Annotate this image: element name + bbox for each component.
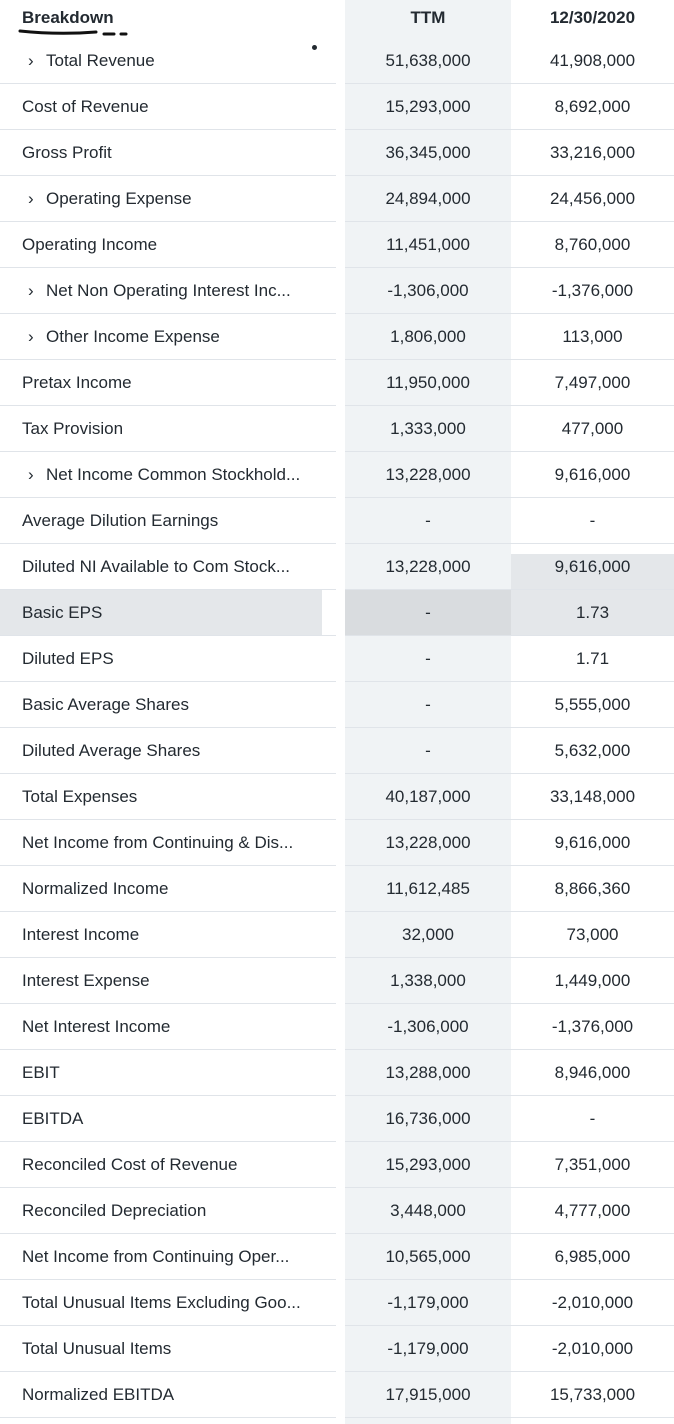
- date-value: 7,351,000: [554, 1155, 631, 1174]
- row-label[interactable]: [28, 51, 155, 71]
- ttm-value: 3,448,000: [390, 1201, 466, 1220]
- ttm-value: -: [425, 603, 431, 622]
- table-row: [0, 498, 674, 544]
- row-label: [22, 557, 290, 577]
- row-label: [22, 1385, 174, 1405]
- row-label: [22, 97, 149, 117]
- table-row: [0, 130, 674, 176]
- ttm-value: -1,179,000: [387, 1339, 469, 1358]
- table-row: [0, 636, 674, 682]
- row-label: [22, 603, 102, 623]
- date-value: 6,985,000: [554, 1247, 631, 1266]
- row-label[interactable]: [28, 327, 220, 347]
- ttm-value: 17,915,000: [385, 1385, 471, 1404]
- row-label: [22, 695, 189, 715]
- row-label-text: Operating Expense: [46, 189, 192, 208]
- row-label-text: Other Income Expense: [46, 327, 220, 346]
- date-value: 24,456,000: [549, 189, 636, 208]
- row-label: [22, 1017, 170, 1037]
- row-label-text: Operating Income: [22, 235, 158, 254]
- row-label-text: Reconciled Depreciation: [22, 1201, 207, 1220]
- row-label: [22, 1201, 206, 1221]
- row-label-text: Interest Income: [22, 925, 140, 944]
- date-value: -1,376,000: [551, 1017, 634, 1036]
- row-label-text: Diluted Average Shares: [22, 741, 201, 760]
- row-label: [22, 971, 150, 991]
- row-label-text: Reconciled Cost of Revenue: [22, 1155, 238, 1174]
- row-label: [22, 1293, 301, 1313]
- table-row: [0, 1004, 674, 1050]
- date-value: 477,000: [561, 419, 624, 438]
- table-row: [0, 1142, 674, 1188]
- date-value: 33,216,000: [549, 143, 636, 162]
- row-label: [22, 1109, 83, 1129]
- date-value: 7,497,000: [554, 373, 631, 392]
- row-label-text: Interest Expense: [22, 971, 150, 990]
- row-label-text: Total Revenue: [46, 51, 155, 70]
- table-row[interactable]: [0, 452, 674, 498]
- row-label[interactable]: [28, 189, 192, 209]
- date-value: 9,616,000: [554, 465, 631, 484]
- row-label-text: Tax Provision: [22, 419, 124, 438]
- table-row: [0, 590, 674, 636]
- ttm-value: 32,000: [402, 925, 454, 944]
- date-value: -: [589, 511, 596, 530]
- row-label: [22, 235, 157, 255]
- date-value: 8,866,360: [554, 879, 631, 898]
- ttm-value: 13,288,000: [385, 1063, 471, 1082]
- date-value: -2,010,000: [551, 1293, 634, 1312]
- row-label-text: Basic Average Shares: [22, 695, 189, 714]
- row-label-text: Normalized Income: [22, 879, 169, 898]
- ttm-value: -: [425, 741, 431, 760]
- table-row[interactable]: [0, 38, 674, 84]
- table-row[interactable]: [0, 176, 674, 222]
- breakdown-header: Breakdown: [22, 8, 114, 27]
- date-value: 15,733,000: [549, 1385, 636, 1404]
- date-value: 1,449,000: [554, 971, 631, 990]
- ttm-value: -: [425, 695, 431, 714]
- table-body: [0, 38, 674, 1418]
- table-row: [0, 1234, 674, 1280]
- row-label[interactable]: [28, 281, 291, 301]
- row-label: [22, 373, 132, 393]
- ttm-value: 16,736,000: [385, 1109, 471, 1128]
- chevron-right-icon[interactable]: ›: [28, 465, 34, 484]
- row-label-text: Gross Profit: [22, 143, 112, 162]
- ttm-header[interactable]: TTM: [410, 8, 446, 27]
- ttm-value: 40,187,000: [385, 787, 471, 806]
- table-row: [0, 728, 674, 774]
- row-label: [22, 143, 112, 163]
- row-label-text: EBIT: [22, 1063, 60, 1082]
- date-value: 73,000: [566, 925, 619, 944]
- date-value: 1.73: [575, 603, 610, 622]
- row-label-text: Total Unusual Items: [22, 1339, 172, 1358]
- chevron-right-icon[interactable]: ›: [28, 189, 34, 208]
- ttm-value: -1,306,000: [387, 281, 469, 300]
- chevron-right-icon[interactable]: ›: [28, 281, 34, 300]
- ttm-value: 10,565,000: [385, 1247, 471, 1266]
- ttm-value: 36,345,000: [385, 143, 471, 162]
- row-label: [22, 419, 123, 439]
- table-row: [0, 912, 674, 958]
- table-row: [0, 1188, 674, 1234]
- date-value: 8,760,000: [554, 235, 631, 254]
- ttm-value: 13,228,000: [385, 465, 471, 484]
- row-label-text: Diluted EPS: [22, 649, 114, 668]
- row-label-text: Average Dilution Earnings: [22, 511, 219, 530]
- date-value: 5,632,000: [554, 741, 631, 760]
- row-label: [22, 925, 139, 945]
- date-value: -2,010,000: [551, 1339, 634, 1358]
- row-label-text: Total Unusual Items Excluding Goo...: [22, 1293, 301, 1312]
- row-label: [22, 879, 168, 899]
- ttm-value: -1,306,000: [387, 1017, 469, 1036]
- date-value: 4,777,000: [554, 1201, 631, 1220]
- date-value: -1,376,000: [551, 281, 634, 300]
- ttm-value: 13,228,000: [385, 557, 471, 576]
- ttm-value: -: [425, 511, 431, 530]
- ttm-value: -1,179,000: [387, 1293, 469, 1312]
- row-label: [22, 787, 137, 807]
- row-label-text: Net Income from Continuing Oper...: [22, 1247, 290, 1266]
- table-row: [0, 958, 674, 1004]
- ttm-value: 1,338,000: [390, 971, 466, 990]
- date-value: 8,946,000: [554, 1063, 631, 1082]
- table-row: [0, 1096, 674, 1142]
- date-value: 9,616,000: [554, 833, 631, 852]
- table-row: [0, 1372, 674, 1418]
- row-label: [22, 1339, 171, 1359]
- date-value: 33,148,000: [549, 787, 636, 806]
- table-row[interactable]: [0, 314, 674, 360]
- date-header[interactable]: 12/30/2020: [549, 8, 636, 27]
- row-divider: [0, 1417, 336, 1418]
- row-label-text: EBITDA: [22, 1109, 84, 1128]
- row-label-text: Net Income Common Stockhold...: [46, 465, 301, 484]
- row-divider: [345, 1417, 674, 1418]
- row-label: [22, 833, 293, 853]
- date-value: 41,908,000: [549, 51, 636, 70]
- row-label: [22, 1063, 60, 1083]
- row-label-text: Net Interest Income: [22, 1017, 171, 1036]
- row-label[interactable]: [28, 465, 300, 485]
- table-row: [0, 682, 674, 728]
- table-row: [0, 866, 674, 912]
- ttm-value: 11,451,000: [386, 235, 470, 254]
- row-label: [22, 649, 114, 669]
- ttm-value: 15,293,000: [385, 1155, 471, 1174]
- table-row[interactable]: [0, 268, 674, 314]
- row-label-text: Net Non Operating Interest Inc...: [46, 281, 291, 300]
- ttm-value: 11,612,485: [386, 879, 470, 898]
- table-row: [0, 222, 674, 268]
- date-value: -: [589, 1109, 596, 1128]
- row-label-text: Net Income from Continuing & Dis...: [22, 833, 294, 852]
- ttm-value: 24,894,000: [385, 189, 471, 208]
- ttm-value: 15,293,000: [385, 97, 471, 116]
- table-row: [0, 774, 674, 820]
- row-label-text: Pretax Income: [22, 373, 132, 392]
- date-value: 113,000: [562, 327, 623, 346]
- table-row: [0, 84, 674, 130]
- row-label-text: Cost of Revenue: [22, 97, 149, 116]
- ttm-value: 11,950,000: [386, 373, 470, 392]
- date-value: 8,692,000: [554, 97, 631, 116]
- date-value: 9,616,000: [554, 557, 631, 576]
- table-row: [0, 1280, 674, 1326]
- row-label-text: Diluted NI Available to Com Stock...: [22, 557, 291, 576]
- row-label-text: Basic EPS: [22, 603, 103, 622]
- row-label: [22, 511, 218, 531]
- table-row: [0, 820, 674, 866]
- date-value: 5,555,000: [554, 695, 631, 714]
- table-row: [0, 544, 674, 590]
- row-label-text: Total Expenses: [22, 787, 138, 806]
- ttm-value: 13,228,000: [385, 833, 471, 852]
- chevron-right-icon[interactable]: ›: [28, 51, 34, 70]
- ttm-value: 1,806,000: [390, 327, 466, 346]
- row-label-text: Normalized EBITDA: [22, 1385, 175, 1404]
- ttm-value: 1,333,000: [390, 419, 466, 438]
- row-label: [22, 1247, 289, 1267]
- row-label: [22, 741, 200, 761]
- ttm-value: -: [425, 649, 431, 668]
- chevron-right-icon[interactable]: ›: [28, 327, 34, 346]
- table-row: [0, 406, 674, 452]
- table-row: [0, 1050, 674, 1096]
- row-label: [22, 1155, 237, 1175]
- table-row: [0, 360, 674, 406]
- ttm-value: 51,638,000: [385, 51, 471, 70]
- date-value: 1.71: [575, 649, 610, 668]
- table-row: [0, 1326, 674, 1372]
